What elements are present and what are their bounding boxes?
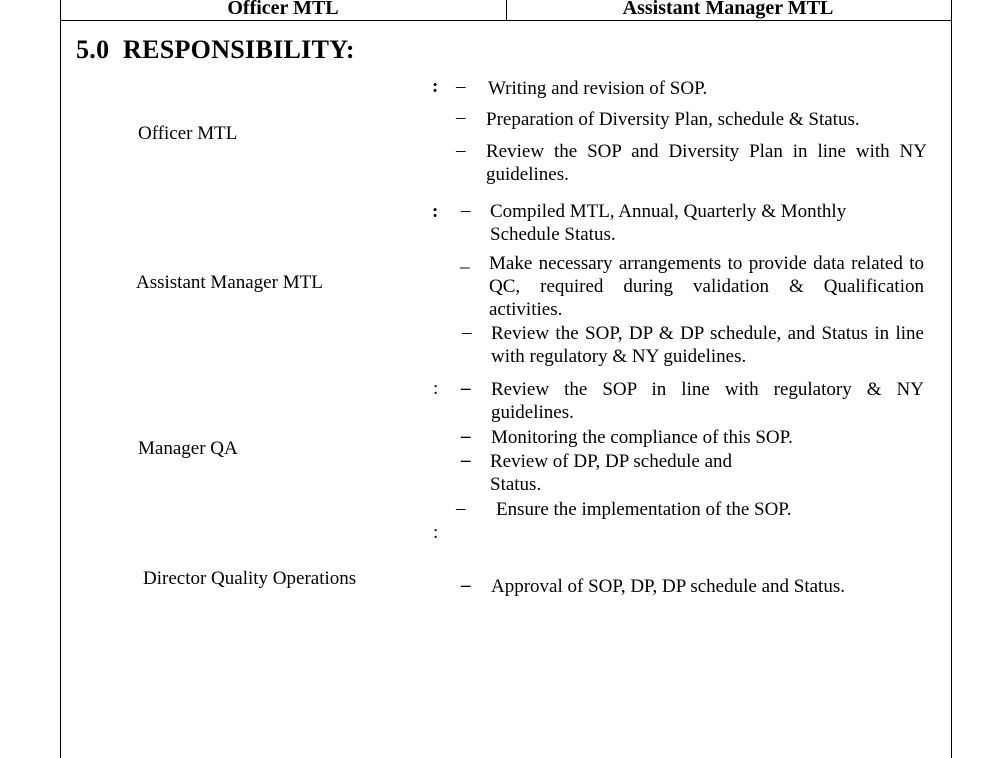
responsibility-item: Monitoring the compliance of this SOP. xyxy=(491,427,793,448)
bullet-dash: – xyxy=(461,450,471,471)
bullet-dash: – xyxy=(456,140,466,161)
responsibility-item: Preparation of Diversity Plan, schedule & Status. xyxy=(486,109,860,130)
role-manager-qa: Manager QA xyxy=(138,438,238,459)
role-officer-mtl: Officer MTL xyxy=(138,123,238,144)
bullet-dash: – xyxy=(456,107,466,128)
responsibility-item: Review the SOP and Diversity Plan in line with NY guidelines. xyxy=(486,141,927,185)
bullet-dash: – xyxy=(456,76,466,97)
responsibility-item: Review the SOP, DP & DP schedule, and Status in line with regulatory & NY guidelines. xyxy=(491,323,924,367)
responsibility-item: Writing and revision of SOP. xyxy=(488,78,708,99)
section-number: 5.0 xyxy=(76,35,110,64)
bullet-dash: – xyxy=(461,575,471,596)
role-colon: : xyxy=(432,201,439,222)
section-heading xyxy=(76,35,355,65)
bullet-dash: – xyxy=(461,378,471,399)
bullet-dash: – xyxy=(456,498,466,519)
responsibility-item: Ensure the implementation of the SOP. xyxy=(496,499,792,520)
section-title: RESPONSIBILITY: xyxy=(123,35,355,64)
header-col-assistant-manager: Assistant Manager MTL xyxy=(622,0,834,19)
role-director-quality-operations: Director Quality Operations xyxy=(143,568,357,589)
bullet-dash: – xyxy=(461,426,471,447)
responsibility-item: Approval of SOP, DP, DP schedule and Status. xyxy=(491,576,845,597)
header-col-officer: Officer MTL xyxy=(227,0,339,19)
responsibility-item: Review of DP, DP schedule and Status. xyxy=(490,451,733,495)
role-colon: : xyxy=(432,76,439,97)
bullet-dash: – xyxy=(462,322,472,343)
responsibility-item: Review the SOP in line with regulatory & NY guidelines. xyxy=(491,379,924,423)
responsibility-item: Make necessary arrangements to provide data related to QC, required during validation & Qualification activities. xyxy=(489,253,924,320)
bullet-dash: _ xyxy=(460,250,470,271)
role-colon: : xyxy=(433,522,439,543)
bullet-dash: – xyxy=(461,200,471,221)
responsibility-item: Compiled MTL, Annual, Quarterly & Monthly Schedule Status. xyxy=(490,201,847,245)
role-assistant-manager-mtl: Assistant Manager MTL xyxy=(136,272,323,293)
role-colon: : xyxy=(433,378,439,399)
